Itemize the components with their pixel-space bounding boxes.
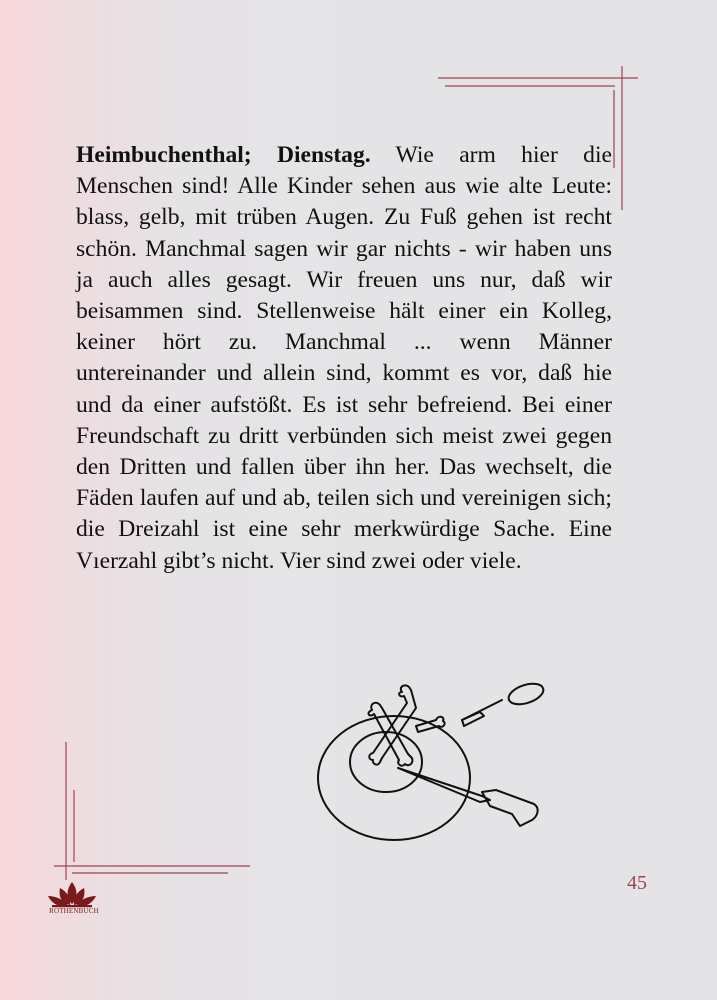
entry-body: Wie arm hier die Menschen sind! Alle Kinder sehen aus wie alte Leute: blass, gelb, mit trüben Augen. Zu Fuß gehen ist recht schön. Manchmal sagen wir gar nichts - wir haben uns ja auch alles gesagt. Wir freuen uns nur, daß wir beisammen sind. Stellenweise hält einer ein Kolleg, keiner hört zu. Manchmal ... wenn Männer untereinander und allein sind, kommt es vor, daß hie und da einer aufstößt. Es ist sehr befreiend. Bei einer Freundschaft zu dritt verbünden sich meist zwei gegen den Dritten und fallen über ihn her. Das wechselt, die Fäden laufen auf und ab, teilen sich und vereinigen sich; die Dreizahl ist eine sehr merkwürdige Sache. Eine Vıerzahl gibt’s nicht. Vier sind zwei oder viele. <box>76 142 612 574</box>
bone-icon <box>369 685 416 764</box>
diary-entry <box>76 140 612 577</box>
entry-heading: Heimbuchenthal; Dienstag. <box>76 142 371 168</box>
knife-handle-icon <box>482 790 538 826</box>
knife-icon <box>398 768 490 802</box>
logo-text: ROTHENBUCH <box>49 907 99 915</box>
spoon-bowl-icon <box>506 680 546 708</box>
plate-illustration <box>312 678 552 848</box>
page-number: 45 <box>627 872 647 894</box>
spoon-handle-icon <box>462 712 484 726</box>
lotus-icon <box>42 878 102 926</box>
plate-outer-icon <box>318 716 470 840</box>
